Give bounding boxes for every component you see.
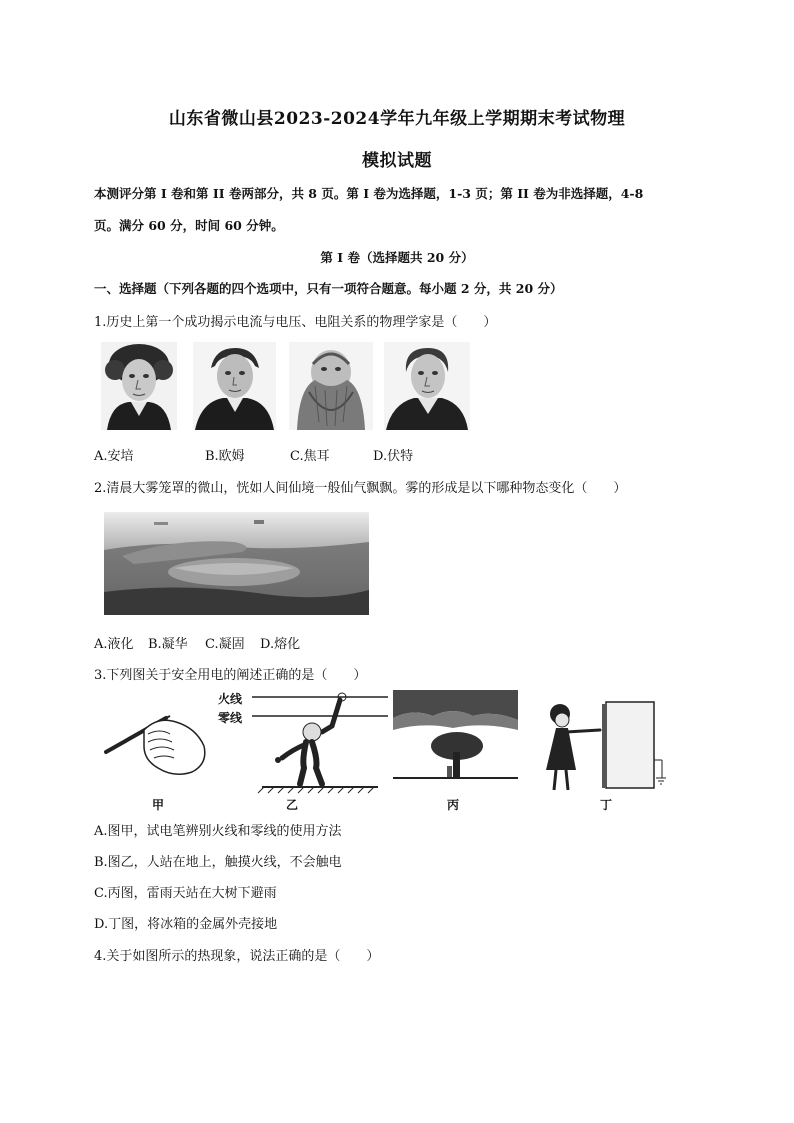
intro-line-1: 本测评分第 I 卷和第 II 卷两部分，共 8 页。第 I 卷为选择题，1-3 页；第 II 卷为非选择题，4-8 (94, 186, 644, 201)
page-title: 山东省微山县2023-2024学年九年级上学期期末考试物理 (168, 109, 626, 129)
question-2-stem: 2.清晨大雾笼罩的微山，恍如人间仙境一般仙气飘飘。雾的形成是以下哪种物态变化（ ） (94, 481, 627, 496)
caption-jia: 甲 (151, 798, 164, 812)
question-3-option-c: C.丙图，雷雨天站在大树下避雨 (94, 886, 277, 901)
figure-jia-test-pen (104, 706, 210, 778)
question-3-option-a: A.图甲，试电笔辨别火线和零线的使用方法 (94, 824, 342, 839)
figure-bing-tree-in-storm (393, 690, 518, 786)
caption-bing: 丙 (446, 798, 459, 812)
question-4-stem: 4.关于如图所示的热现象，说法正确的是（ ） (94, 949, 380, 964)
question-1-option-d: D.伏特 (373, 449, 414, 464)
question-3-option-d: D.丁图，将冰箱的金属外壳接地 (94, 917, 278, 932)
page-subtitle: 模拟试题 (362, 151, 432, 171)
portrait-volta (384, 342, 470, 430)
question-1-option-c: C.焦耳 (290, 449, 330, 464)
label-neutral-wire: 零线 (218, 711, 243, 725)
question-3-stem: 3.下列图关于安全用电的阐述正确的是（ ） (94, 668, 367, 683)
question-3-option-b: B.图乙，人站在地上，触摸火线，不会触电 (94, 855, 342, 870)
question-2-option-c: C.凝固 (205, 637, 245, 652)
question-2-option-a: A.液化 (94, 637, 134, 652)
portrait-ohm (193, 342, 276, 430)
part-heading: 第 I 卷（选择题共 20 分） (320, 250, 474, 265)
caption-ding: 丁 (599, 798, 612, 812)
question-1-option-a: A.安培 (94, 449, 134, 464)
label-live-wire: 火线 (218, 692, 243, 706)
question-2-option-d: D.熔化 (260, 637, 301, 652)
question-2-option-b: B.凝华 (148, 637, 188, 652)
caption-yi: 乙 (285, 798, 298, 812)
figure-ding-fridge (542, 700, 667, 795)
portrait-joule (289, 342, 373, 430)
question-1-option-b: B.欧姆 (205, 449, 245, 464)
figure-yi-touch-live-wire (252, 688, 388, 794)
question-1-stem: 1.历史上第一个成功揭示电流与电压、电阻关系的物理学家是（ ） (94, 315, 497, 330)
section-heading: 一、选择题（下列各题的四个选项中，只有一项符合题意。每小题 2 分，共 20 分） (94, 281, 563, 296)
intro-line-2: 页。满分 60 分，时间 60 分钟。 (94, 218, 284, 233)
portrait-ampere (101, 342, 177, 430)
fog-photo (104, 512, 369, 615)
